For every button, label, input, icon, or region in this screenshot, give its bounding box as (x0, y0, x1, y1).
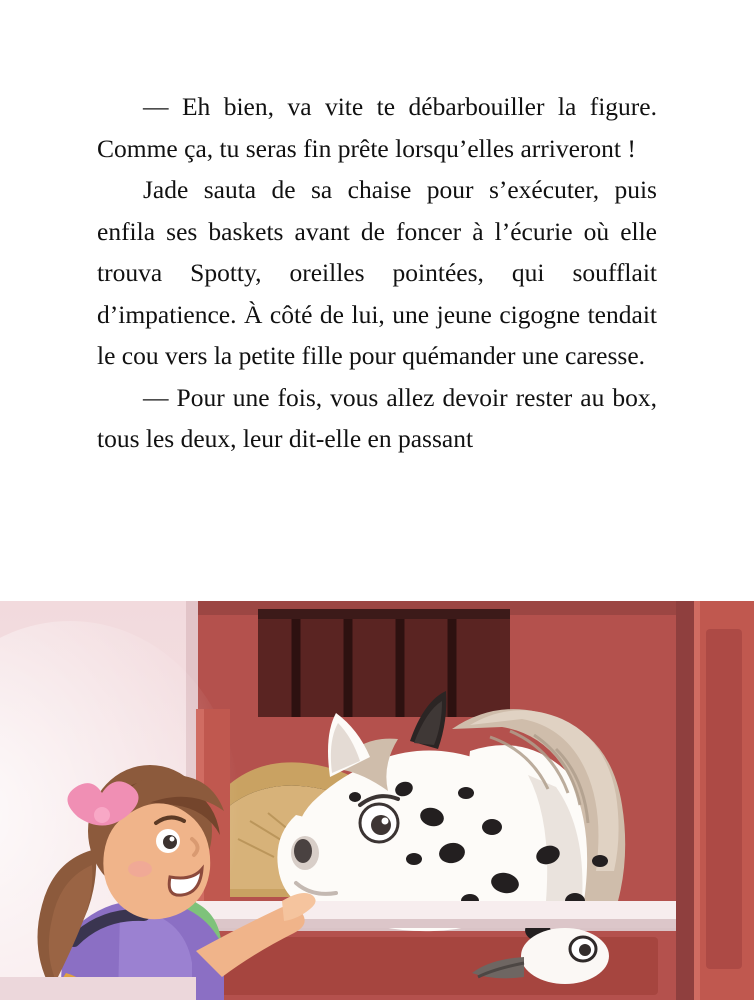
paragraph-text: — Eh bien, va vite te débarbouiller la figure. Comme ça, tu seras fin prête lorsqu’elles arriveront ! (97, 92, 657, 163)
paragraph (97, 169, 657, 377)
paragraph-text: — Pour une fois, vous allez devoir rester au box, tous les deux, leur dit-elle en passant (97, 382, 657, 453)
paragraph (97, 377, 657, 460)
paragraph (97, 86, 657, 169)
paragraph-text: Jade sauta de sa chaise pour s’exécuter, puis enfila ses baskets avant de foncer à l’écurie où elle trouva Spotty, oreilles pointées, qui soufflait d’impatience. À côté de lui, une jeune cigogne tendait le cou vers la petite fille pour quémander une caresse. (97, 175, 657, 370)
page-text (97, 86, 657, 460)
illustration-artwork (0, 601, 754, 1000)
illustration (0, 601, 754, 1000)
